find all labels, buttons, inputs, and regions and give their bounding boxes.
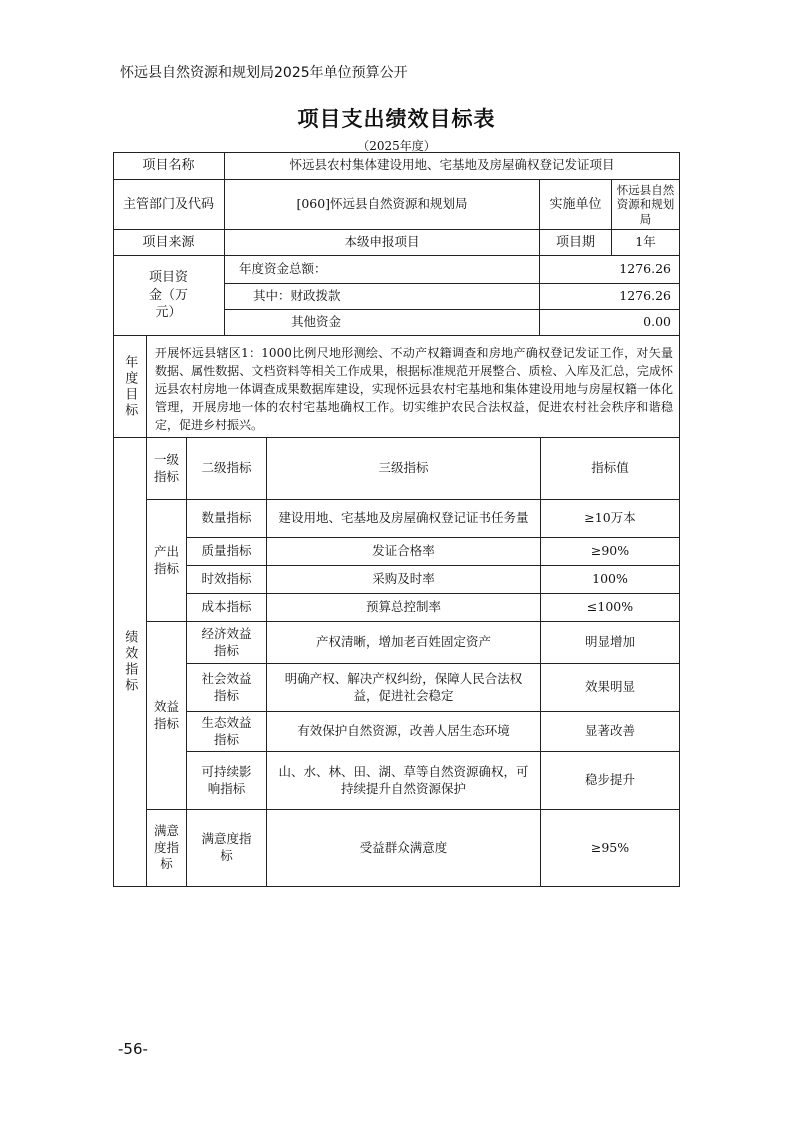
header-level2: 二级指标: [187, 438, 267, 500]
annual-goal-text: 开展怀远县辖区1：1000比例尺地形测绘、不动产权籍调查和房地产确权登记发证工作，对矢量数据、属性数据、文档资料等相关工作成果，根据标准规范开展整合、质检、入库及汇总，完成怀远县农村房地一体调查成果数据库建设，实现怀远县农村宅基地和集体建设用地与房屋权籍一体化管理，开展房地一体的农村宅基地确权工作。切实维护农民合法权益，促进农村社会秩序和谐稳定，促进乡村振兴。: [147, 336, 680, 438]
value-satisfaction: ≥95%: [541, 810, 680, 887]
implementing-unit-value: 怀远县自然资源和规划局: [612, 180, 680, 230]
level3-quantity: 建设用地、宅基地及房屋确权登记证书任务量: [267, 500, 541, 538]
project-name-value: 怀远县农村集体建设用地、宅基地及房屋确权登记发证项目: [225, 152, 680, 180]
level3-ecological: 有效保护自然资源，改善人居生态环境: [267, 712, 541, 752]
level3-social: 明确产权、解决产权纠纷，保障人民合法权益，促进社会稳定: [267, 664, 541, 712]
level2-cost: 成本指标: [187, 594, 267, 622]
level3-sustainable: 山、水、林、田、湖、草等自然资源确权，可持续提升自然资源保护: [267, 752, 541, 810]
level1-output: 产出指标: [147, 500, 187, 622]
level2-sustainable: 可持续影响指标: [187, 752, 267, 810]
performance-indicators-label: 绩效指标: [113, 438, 147, 887]
level3-satisfaction: 受益群众满意度: [267, 810, 541, 887]
value-quality: ≥90%: [541, 538, 680, 566]
fiscal-year: （2025年度）: [357, 139, 436, 153]
funds-fiscal-label: 其中：财政拨款: [225, 284, 540, 310]
value-quantity: ≥10万本: [541, 500, 680, 538]
page-title: 项目支出绩效目标表: [297, 106, 496, 131]
document-header: 怀远县自然资源和规划局2025年单位预算公开: [120, 65, 408, 81]
project-source-label: 项目来源: [113, 230, 225, 256]
department-value: [060]怀远县自然资源和规划局: [225, 180, 540, 230]
implementing-unit-label: 实施单位: [540, 180, 612, 230]
level3-economic: 产权清晰，增加老百姓固定资产: [267, 622, 541, 664]
header-level3: 三级指标: [267, 438, 541, 500]
level2-quantity: 数量指标: [187, 500, 267, 538]
funds-other-value: 0.00: [540, 310, 680, 336]
level2-timeliness: 时效指标: [187, 566, 267, 594]
level1-satisfaction: 满意度指标: [147, 810, 187, 887]
project-funds-label: 项目资金（万元）: [113, 256, 225, 336]
level3-timeliness: 采购及时率: [267, 566, 541, 594]
level2-social: 社会效益指标: [187, 664, 267, 712]
value-social: 效果明显: [541, 664, 680, 712]
header-value: 指标值: [541, 438, 680, 500]
funds-fiscal-value: 1276.26: [540, 284, 680, 310]
value-ecological: 显著改善: [541, 712, 680, 752]
funds-total-value: 1276.26: [540, 256, 680, 284]
funds-other-label: 其他资金: [225, 310, 540, 336]
value-timeliness: 100%: [541, 566, 680, 594]
page-number: -56-: [118, 1040, 148, 1058]
annual-goal-label: 年度目标: [113, 336, 147, 438]
level3-quality: 发证合格率: [267, 538, 541, 566]
department-label: 主管部门及代码: [113, 180, 225, 230]
funds-total-label: 年度资金总额：: [225, 256, 540, 284]
value-cost: ≤100%: [541, 594, 680, 622]
level2-quality: 质量指标: [187, 538, 267, 566]
project-source-value: 本级申报项目: [225, 230, 540, 256]
project-name-label: 项目名称: [113, 152, 225, 180]
project-period-label: 项目期: [540, 230, 612, 256]
value-sustainable: 稳步提升: [541, 752, 680, 810]
level3-cost: 预算总控制率: [267, 594, 541, 622]
level2-satisfaction: 满意度指标: [187, 810, 267, 887]
level1-benefit: 效益指标: [147, 622, 187, 810]
level2-ecological: 生态效益指标: [187, 712, 267, 752]
project-period-value: 1年: [612, 230, 680, 256]
value-economic: 明显增加: [541, 622, 680, 664]
level2-economic: 经济效益指标: [187, 622, 267, 664]
header-level1: 一级指标: [147, 438, 187, 500]
